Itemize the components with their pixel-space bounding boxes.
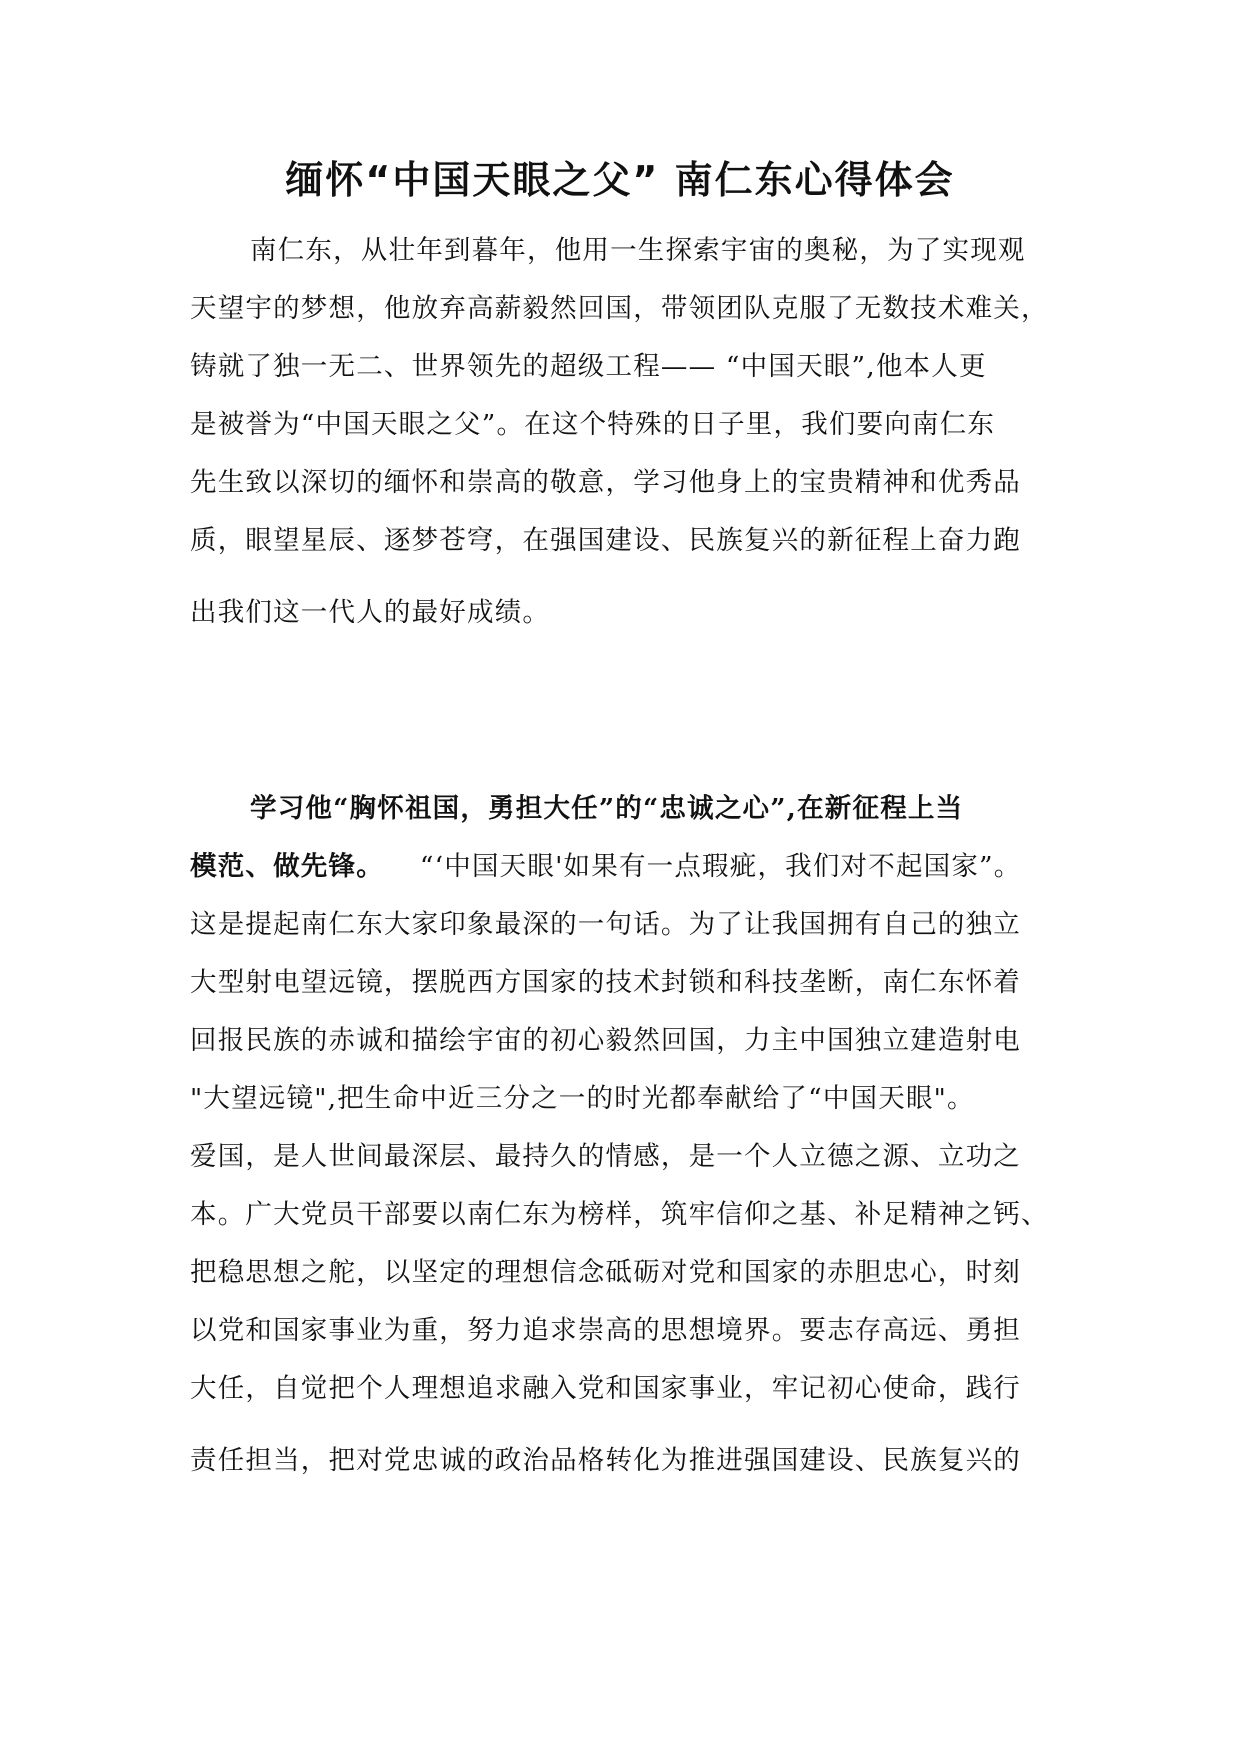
section-heading: 学习他“胸怀祖国，勇担大任”的“忠诚之心”,在新征程上当 (250, 793, 964, 824)
text-line: 大任，自觉把个人理想追求融入党和国家事业，牢记初心使命，践行 (190, 1373, 1021, 1404)
text-line: 出我们这一代人的最好成绩。 (190, 597, 551, 628)
document-title: 缅怀“中国天眼之父” 南仁东心得体会 (285, 158, 955, 202)
text-line: 是被誉为“中国天眼之父”。在这个特殊的日子里，我们要向南仁东 (190, 409, 996, 440)
text-line: 这是提起南仁东大家印象最深的一句话。为了让我国拥有自己的独立 (190, 909, 1021, 940)
text-line: 天望宇的梦想，他放弃高薪毅然回国，带领团队克服了无数技术难关， (190, 293, 1049, 324)
text-line: 爱国，是人世间最深层、最持久的情感，是一个人立德之源、立功之 (190, 1141, 1021, 1172)
intro-paragraph (190, 222, 1050, 642)
text-line: 责任担当，把对党忠诚的政治品格转化为推进强国建设、民族复兴的 (190, 1445, 1021, 1476)
section-heading-end: 模范、做先锋。 (190, 851, 384, 882)
text-line: "大望远镜",把生命中近三分之一的时光都奉献给了“中国天眼"。 (190, 1083, 975, 1114)
section-paragraph (190, 780, 1050, 1490)
text-line: 铸就了独一无二、世界领先的超级工程—— “中国天眼”,他本人更 (190, 351, 987, 382)
quote-text: “‘中国天眼'如果有一点瑕疵，我们对不起国家”。 (419, 851, 1022, 882)
text-line: 先生致以深切的缅怀和崇高的敬意，学习他身上的宝贵精神和优秀品 (190, 467, 1021, 498)
text-line: 把稳思想之舵，以坚定的理想信念砥砺对党和国家的赤胆忠心，时刻 (190, 1257, 1021, 1288)
text-line: 大型射电望远镜，摆脱西方国家的技术封锁和科技垄断，南仁东怀着 (190, 967, 1021, 998)
text-line: 南仁东，从壮年到暮年，他用一生探索宇宙的奥秘，为了实现观 (250, 235, 1026, 266)
text-line: 本。广大党员干部要以南仁东为榜样，筑牢信仰之基、补足精神之钙、 (190, 1199, 1049, 1230)
text-line: 回报民族的赤诚和描绘宇宙的初心毅然回国，力主中国独立建造射电 (190, 1025, 1021, 1056)
text-line: 质，眼望星辰、逐梦苍穹，在强国建设、民族复兴的新征程上奋力跑 (190, 525, 1021, 556)
text-line (190, 838, 1050, 896)
text-line: 以党和国家事业为重，努力追求崇高的思想境界。要志存高远、勇担 (190, 1315, 1021, 1346)
